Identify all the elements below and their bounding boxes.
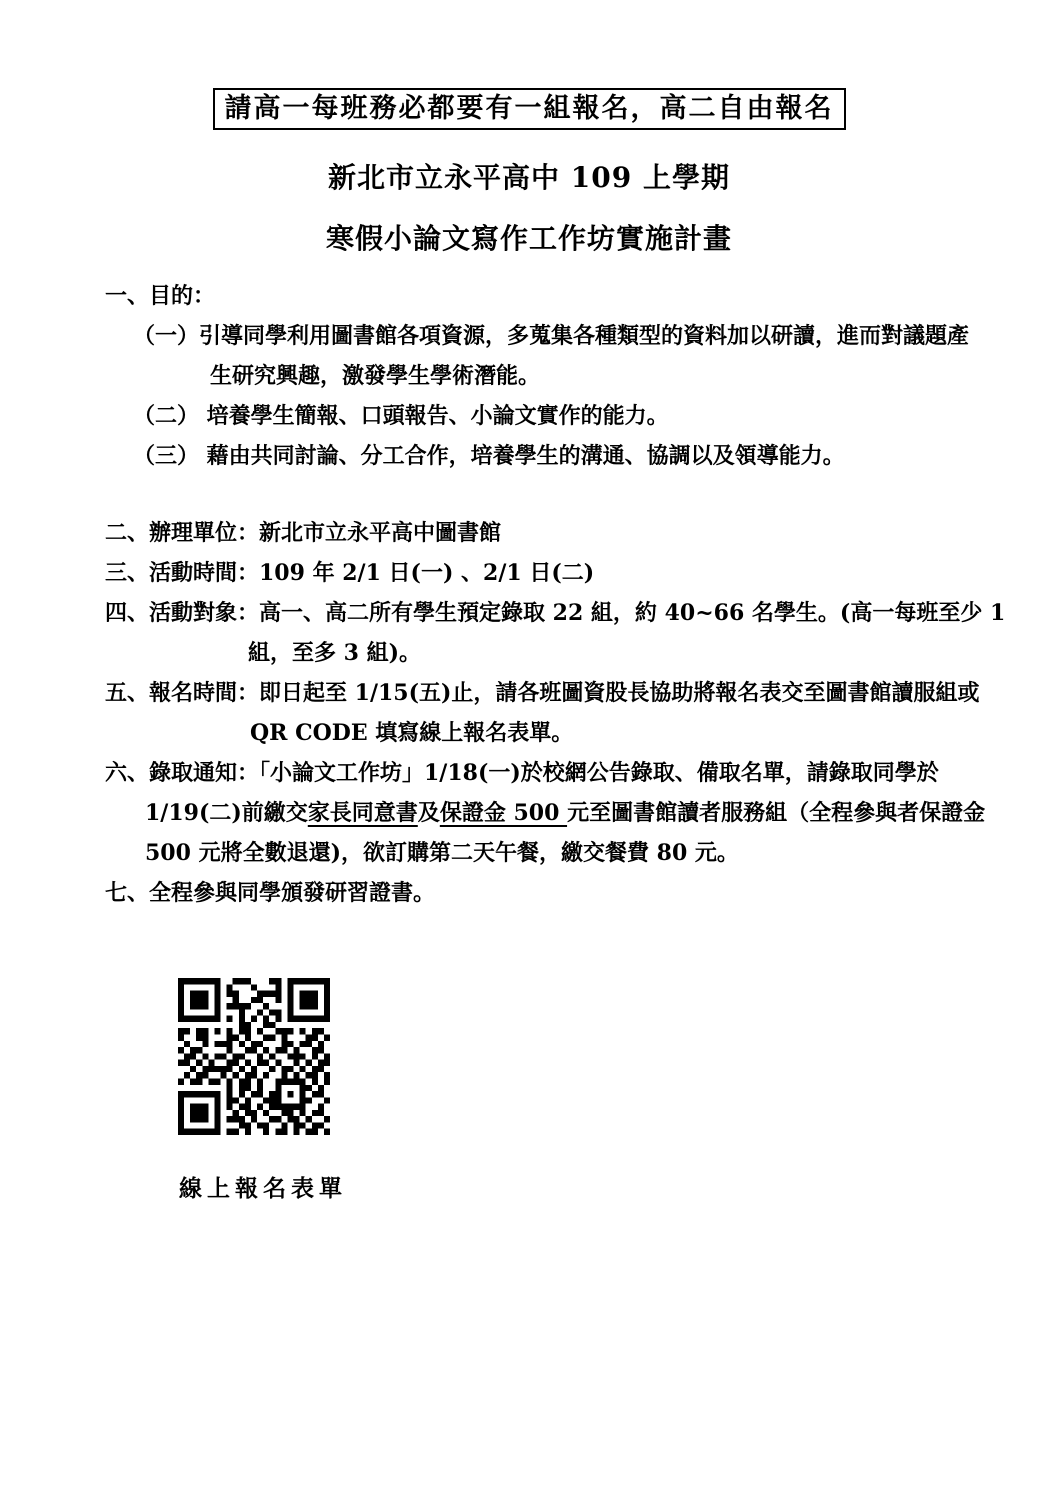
line-purpose-3 xyxy=(0,436,1058,476)
line-purpose-1b xyxy=(0,356,1058,396)
text-segment: （二） 培養學生簡報、口頭報告、小論文實作的能力。 xyxy=(133,403,669,429)
qr-code xyxy=(178,978,330,1135)
page-subtitle: 寒假小論文寫作工作坊實施計畫 xyxy=(325,222,732,255)
line-signup-time-a xyxy=(0,673,1058,713)
document-body xyxy=(0,276,1058,913)
text-segment: 1/19(二)前繳交 xyxy=(145,800,308,826)
text-segment: 一、目的： xyxy=(105,283,216,309)
line-admission-notice-c xyxy=(0,833,1058,873)
text-segment: 及 xyxy=(417,800,440,826)
text-segment: 七、全程參與同學頒發研習證書。 xyxy=(105,880,436,906)
text-segment: 五、報名時間：即日起至 1/15(五)止，請各班圖資股長協助將報名表交至圖書館讀服組或 xyxy=(105,680,980,706)
text-segment: 三、活動時間：109 年 2/1 日(一) 、2/1 日(二) xyxy=(105,560,595,586)
paragraph-gap xyxy=(0,476,1058,513)
line-organizer xyxy=(0,513,1058,553)
text-segment: （一）引導同學利用圖書館各項資源，多蒐集各種類型的資料加以研讀，進而對議題產 xyxy=(133,323,970,349)
underlined-text: 保證金 500 xyxy=(439,800,568,826)
line-admission-notice-a xyxy=(0,753,1058,793)
line-purpose-heading xyxy=(0,276,1058,316)
qr-label: 線上報名表單 xyxy=(179,1175,347,1202)
line-activity-target-a xyxy=(0,593,1058,633)
text-segment: 元至圖書館讀者服務組（全程參與者保證金 xyxy=(567,800,986,826)
text-segment: QR CODE 填寫線上報名表單。 xyxy=(250,720,574,746)
line-purpose-2 xyxy=(0,396,1058,436)
underlined-text: 家長同意書 xyxy=(307,800,418,826)
text-segment: 500 元將全數退還)，欲訂購第二天午餐，繳交餐費 80 元。 xyxy=(145,840,739,866)
line-purpose-1a xyxy=(0,316,1058,356)
line-certificate xyxy=(0,873,1058,913)
text-segment: 四、活動對象：高一、高二所有學生預定錄取 22 組，約 40~66 名學生。(高一每班至少 1 xyxy=(105,600,1006,626)
text-segment: （三） 藉由共同討論、分工合作，培養學生的溝通、協調以及領導能力。 xyxy=(133,443,845,469)
text-segment: 六、錄取通知：「小論文工作坊」1/18(一)於校網公告錄取、備取名單，請錄取同學於 xyxy=(105,760,939,786)
text-segment: 二、辦理單位：新北市立永平高中圖書館 xyxy=(105,520,502,546)
line-admission-notice-b xyxy=(0,793,1058,833)
notice-banner-wrap xyxy=(0,88,1058,130)
notice-banner: 請高一每班務必都要有一組報名，高二自由報名 xyxy=(213,88,846,130)
line-activity-target-b xyxy=(0,633,1058,673)
line-signup-time-b xyxy=(0,713,1058,753)
line-activity-time xyxy=(0,553,1058,593)
text-segment: 組，至多 3 組)。 xyxy=(248,640,422,666)
page-title: 新北市立永平高中 109 上學期 xyxy=(328,161,730,194)
text-segment: 生研究興趣，激發學生學術潛能。 xyxy=(210,363,541,389)
